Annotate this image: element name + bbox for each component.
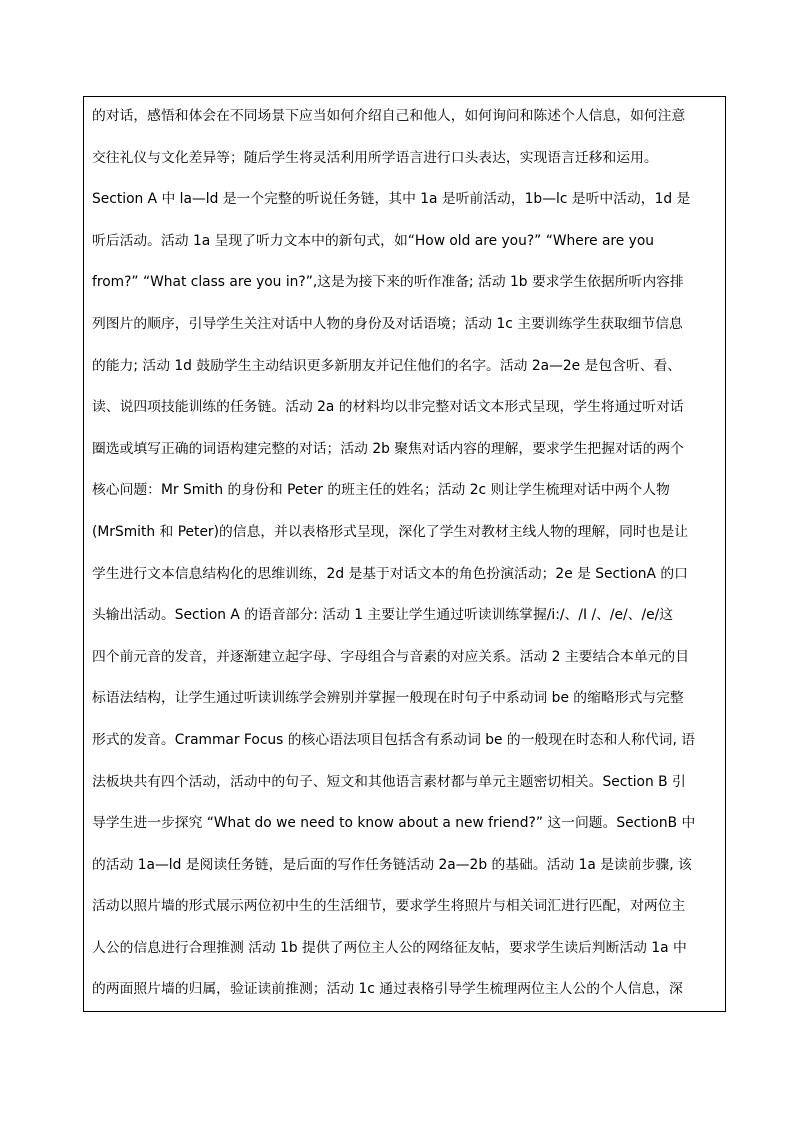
text-line: from?” “What class are you in?”,这是为接下来的听作准备; 活动 1b 要求学生依据所听内容排 — [92, 274, 684, 291]
text-line: 的活动 1a—ld 是阅读任务链，是后面的写作任务链活动 2a—2b 的基础。活动 1a 是读前步骤, 该 — [92, 856, 692, 873]
text-line: 的能力; 活动 1d 鼓励学生主动结识更多新朋友并记住他们的名字。活动 2a—2e 是包含听、看、 — [92, 357, 682, 374]
text-line: 的对话，感悟和体会在不同场景下应当如何介绍自己和他人，如何询问和陈述个人信息，如何注意 — [92, 108, 686, 124]
text-line: 头输出活动。Section A 的语音部分: 活动 1 主要让学生通过听读训练掌握/i:/、/I /、/e/、/e/这 — [92, 607, 674, 624]
text-line: (MrSmith 和 Peter)的信息，并以表格形式呈现，深化了学生对教材主线人物的理解，同时也是让 — [92, 523, 689, 540]
text-line: 导学生进一步探究 “What do we need to know about a new friend?” 这一问题。SectionB 中 — [92, 815, 696, 832]
text-line: 人公的信息进行合理推测 活动 1b 提供了两位主人公的网络征友帖，要求学生读后判断活动 1a 中 — [92, 939, 687, 956]
text-line: 核心问题：Mr Smith 的身份和 Peter 的班主任的姓名；活动 2c 则让学生梳理对话中两个人物 — [92, 482, 670, 499]
text-line: 学生进行文本信息结构化的思维训练，2d 是基于对话文本的角色扮演活动；2e 是 SectionA 的口 — [92, 565, 688, 582]
text-line: 列图片的顺序，引导学生关注对话中人物的身份及对话语境；活动 1c 主要训练学生获取细节信息 — [92, 315, 683, 332]
text-line: 圈选或填写正确的词语构建完整的对话；活动 2b 聚焦对话内容的理解，要求学生把握对话的两个 — [92, 440, 684, 457]
text-line: 形式的发音。Crammar Focus 的核心语法项目包括含有系动词 be 的一般现在时态和人称代词, 语 — [92, 731, 696, 748]
text-line: 活动以照片墙的形式展示两位初中生的生活细节，要求学生将照片与相关词汇进行匹配，对两位主 — [92, 898, 686, 915]
text-line: Section A 中 la—ld 是一个完整的听说任务链，其中 1a 是听前活动，1b—lc 是听中活动，1d 是 — [92, 191, 691, 208]
text-line: 的两面照片墙的归属，验证读前推测；活动 1c 通过表格引导学生梳理两位主人公的个人信息，深 — [92, 981, 683, 998]
text-line: 法板块共有四个活动，活动中的句子、短文和其他语言素材都与单元主题密切相关。Section B 引 — [92, 773, 686, 790]
text-line: 听后活动。活动 1a 呈现了听力文本中的新句式，如“How old are you?” “Where are you — [92, 232, 655, 249]
text-line: 标语法结构，让学生通过听读训练学会辨别并掌握一般现在时句子中系动词 be 的缩略形式与完整 — [92, 690, 684, 707]
text-line: 交往礼仪与文化差异等；随后学生将灵活利用所学语言进行口头表达，实现语言迁移和运用。 — [92, 149, 658, 166]
text-line: 四个前元音的发音，并逐渐建立起字母、字母组合与音素的对应关系。活动 2 主要结合本单元的目 — [92, 648, 690, 665]
document-body — [92, 96, 722, 1011]
text-line: 读、说四项技能训练的任务链。活动 2a 的材料均以非完整对话文本形式呈现，学生将通过听对话 — [92, 399, 684, 416]
